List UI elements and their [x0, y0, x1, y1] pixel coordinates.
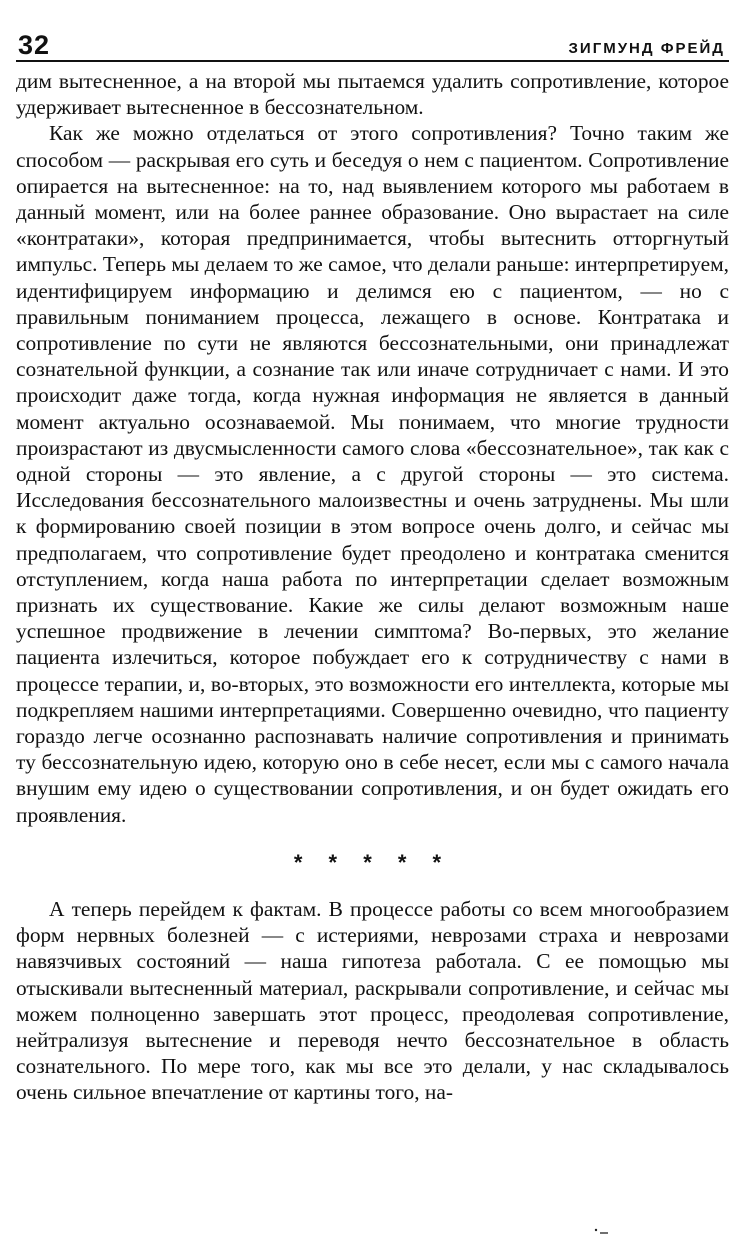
paragraph: А теперь перейдем к фактам. В процессе работы со всем многообразием форм нервных болезней — с истериями, неврозами страха и неврозами навязчивых состояний — наша гипотеза работала. С ее помощью мы отыскивали вытесненный материал, раскрывали сопротивление, и сейчас мы можем полноценно завершать этот процесс, преодолевая сопротивление, нейтрализуя вытеснение и переводя нечто бессознательное в область сознательного. По мере того, как мы все это делали, у нас складывалось очень сильное впечатление от картины того, на- — [16, 896, 729, 1105]
section-separator: * * * * * — [293, 849, 452, 875]
author-name: ЗИГМУНД ФРЕЙД — [568, 40, 725, 57]
book-page — [16, 28, 729, 1106]
paragraph: Как же можно отделаться от этого сопротивления? Точно таким же способом — раскрывая его суть и беседуя о нем с пациентом. Сопротивление опирается на вытесненное: на то, над выявлением которого мы работаем в данный момент, или на более раннее образование. Оно вырастает на силе «контратаки», которая предпринимается, чтобы вытеснить отторгнутый импульс. Теперь мы делаем то же самое, что делали раньше: интерпретируем, идентифицируем информацию и делимся ею с пациентом, — но с правильным пониманием процесса, лежащего в основе. Контратака и сопротивление по сути не являются бессознательными, они принадлежат сознательной функции, а сознание так или иначе сотрудничает с нами. И это происходит даже тогда, когда нужная информация не является в данный момент актуально осознаваемой. Мы понимаем, что многие трудности произрастают из двусмысленности самого слова «бессознательное», так как с одной стороны — это явление, а с другой стороны — это система. Исследования бессознательного малоизвестны и очень затруднены. Мы шли к формированию своей позиции в этом вопросе очень долго, и сейчас мы предполагаем, что сопротивление будет преодолено и контратака сменится отступлением, когда наша работа по интерпретации сделает возможным признать их существование. Какие же силы делают возможным наше успешное продвижение в лечении симптома? Во-первых, это желание пациента излечиться, которое побуждает его к сотрудничеству с нами в процессе терапии, и, во-вторых, это возможности его интеллекта, которые мы подкрепляем нашими интерпретациями. Совершенно очевидно, что пациенту гораздо легче осознанно распознавать наличие сопротивления и принимать ту бессознательную идею, которую оно в себе несет, если мы с самого начала внушим ему идею о существовании сопротивления, и он будет ожидать его проявления. — [16, 121, 729, 827]
page-number: 32 — [18, 30, 51, 60]
paragraph-continued: дим вытесненное, а на второй мы пытаемся удалить сопротивление, которое удерживает вытесненное в бессознательном. — [16, 69, 729, 120]
body-text — [16, 68, 729, 1106]
running-header — [16, 28, 729, 62]
print-speck-icon — [593, 1228, 609, 1236]
